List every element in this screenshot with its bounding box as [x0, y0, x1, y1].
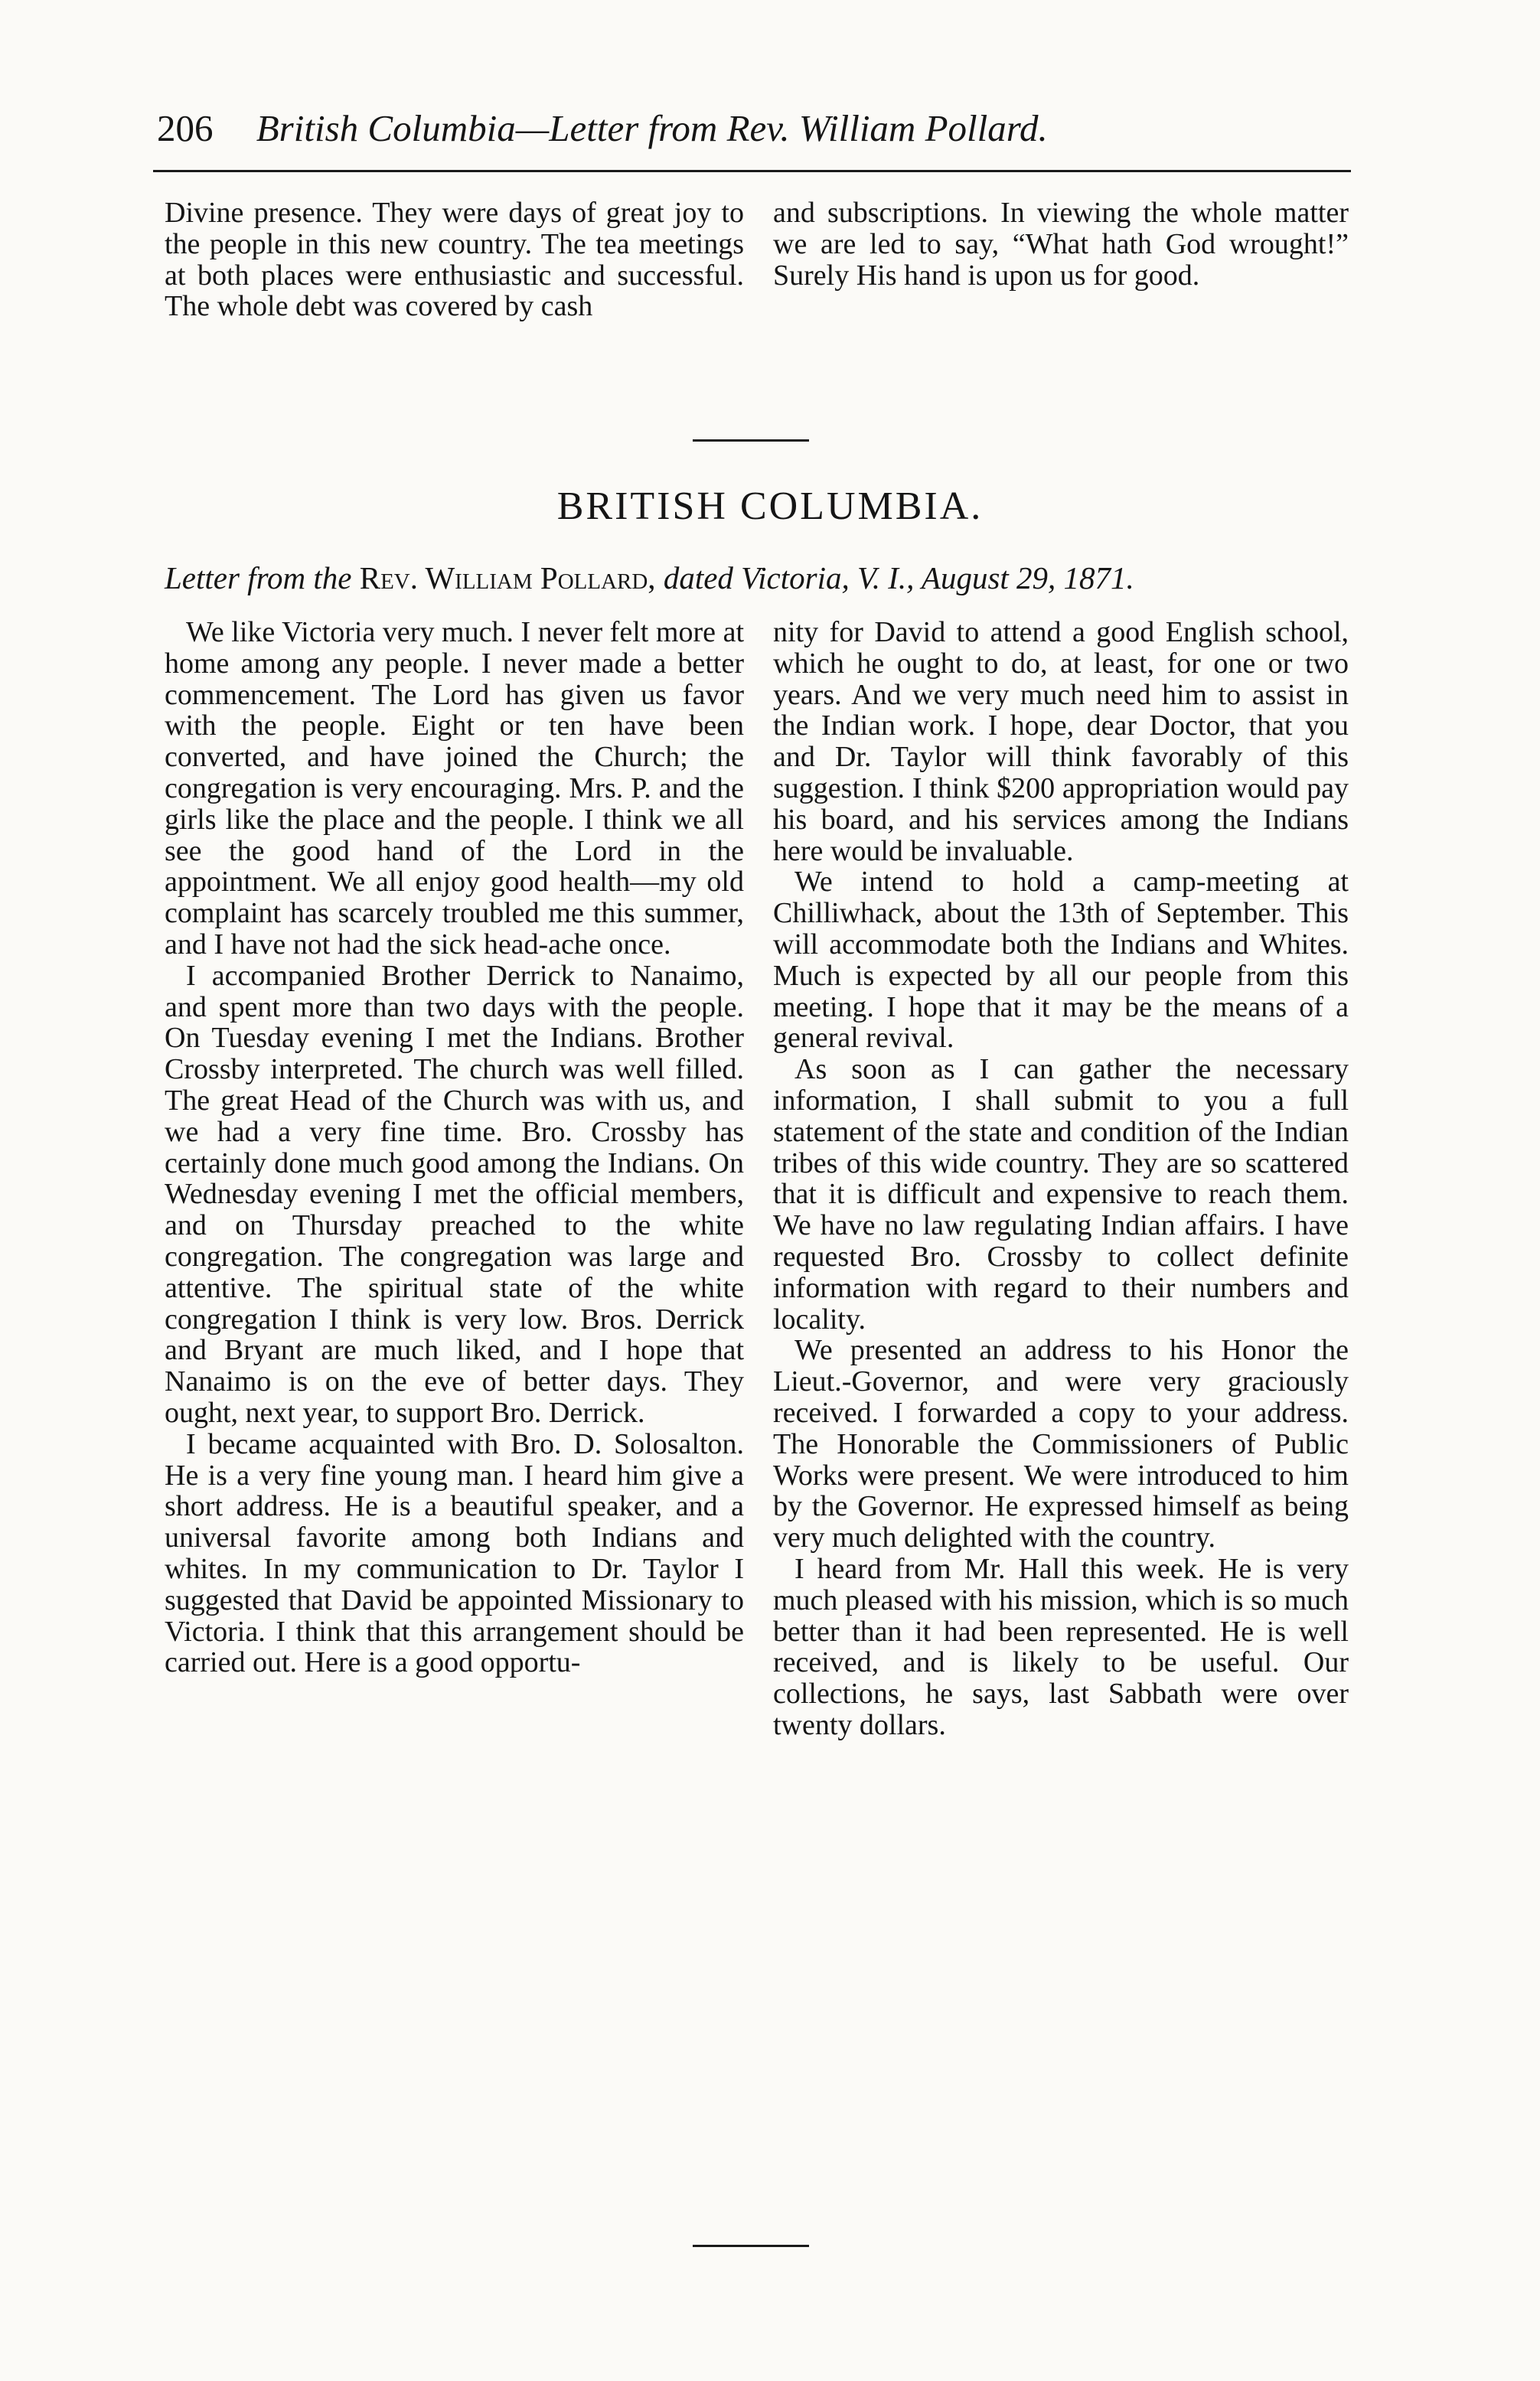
paragraph: We like Victoria very much. I never felt more at home among any people. I never made a better commencement. The Lord has given us favor with the people. Eight or ten have been converted, and have joined the Church; the congregation is very encouraging. Mrs. P. and the girls like the place and the people. I think we all see the good hand of the Lord in the appointment. We all enjoy good health—my old complaint has scarcely troubled me this summer, and I have not had the sick head-ache once. [165, 616, 744, 961]
previous-article-left-column [165, 197, 744, 322]
page-number: 206 [157, 107, 214, 149]
article-byline [165, 559, 1359, 597]
end-divider [693, 2245, 809, 2247]
running-title: British Columbia—Letter from Rev. William Pollard. [256, 107, 1048, 149]
byline-lead: Letter from the [165, 560, 352, 595]
section-divider [693, 439, 809, 442]
paragraph: nity for David to attend a good English school, which he ought to do, at least, for one or two years. And we very much need him to assist in the Indian work. I hope, dear Doctor, that you and Dr. Taylor will think favorably of this suggestion. I think $200 appropriation would pay his board, and his services among the Indians here would be invaluable. [773, 616, 1349, 867]
paragraph: I heard from Mr. Hall this week. He is very much pleased with his mission, which is so much better than it had been represented. He is well received, and is likely to be useful. Our collections, he says, last Sabbath were over twenty dollars. [773, 1552, 1349, 1741]
paragraph: and subscriptions. In viewing the whole matter we are led to say, “What hath God wrought!” Surely His hand is upon us for good. [773, 197, 1349, 292]
article-title: BRITISH COLUMBIA. [556, 484, 984, 528]
paragraph: I became acquainted with Bro. D. Solosalton. He is a very fine young man. I heard him give a short address. He is a beautiful speaker, and a universal favorite among both Indians and whites. In my communication to Dr. Taylor I suggested that David be appointed Missionary to Victoria. I think that this arrangement should be carried out. Here is a good opportu- [165, 1427, 744, 1679]
article-right-column [773, 617, 1349, 1741]
paragraph: Divine presence. They were days of great joy to the people in this new country. The tea meetings at both places were enthusiastic and successful. The whole debt was covered by cash [165, 197, 744, 323]
paragraph: I accompanied Brother Derrick to Nanaimo, and spent more than two days with the people. On Tuesday evening I met the Indians. Brother Crossby interpreted. The church was well filled. The great Head of the Church was with us, and we had a very fine time. Bro. Crossby has certainly done much good among the Indians. On Wednesday evening I met the official members, and on Thursday preached to the white congregation. The congregation was large and attentive. The spiritual state of the white congregation I think is very low. Bros. Derrick and Bryant are much liked, and I hope that Nanaimo is on the eve of better days. They ought, next year, to support Bro. Derrick. [165, 959, 744, 1429]
byline-date: dated Victoria, V. I., August 29, 1871. [663, 560, 1134, 595]
article-left-column [165, 617, 744, 1678]
header-rule [153, 170, 1351, 172]
paragraph: We intend to hold a camp-meeting at Chilliwhack, about the 13th of September. This will accommodate both the Indians and Whites. Much is expected by all our people from this meeting. I hope that it may be the means of a general revival. [773, 866, 1349, 1055]
byline-author: Rev. William Pollard, [359, 560, 656, 595]
running-head [157, 106, 1351, 152]
paragraph: As soon as I can gather the necessary information, I shall submit to you a full statement of the state and condition of the Indian tribes of this wide country. They are so scattered that it is difficult and expensive to reach them. We have no law regulating Indian affairs. I have requested Bro. Crossby to collect definite information with regard to their numbers and locality. [773, 1053, 1349, 1336]
paragraph: We presented an address to his Honor the Lieut.-Governor, and were very graciously received. I forwarded a copy to your address. The Honorable the Commissioners of Public Works were present. We were introduced to him by the Governor. He expressed himself as being very much delighted with the country. [773, 1334, 1349, 1554]
previous-article-right-column [773, 197, 1349, 291]
